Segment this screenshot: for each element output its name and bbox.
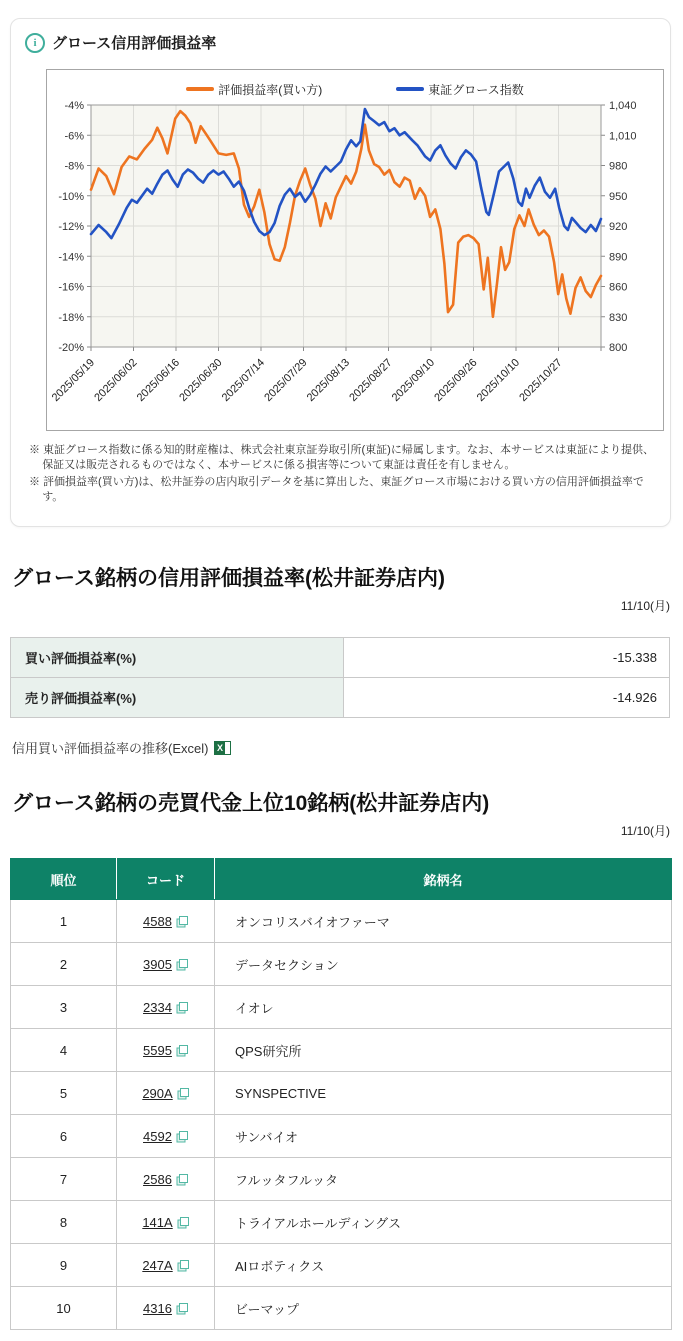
top10-column-header: 銘柄名: [215, 859, 672, 900]
rate-section-heading: グロース銘柄の信用評価損益率(松井証券店内): [12, 567, 445, 590]
top10-code-cell: [117, 900, 215, 943]
top10-code-cell: [117, 1287, 215, 1330]
chart-card-title-row: [25, 32, 216, 53]
top10-rank: 9: [11, 1244, 117, 1287]
svg-text:-10%: -10%: [58, 190, 84, 203]
legend-dash: [396, 87, 424, 91]
top10-table-body: [11, 900, 672, 1330]
copy-icon[interactable]: [176, 959, 188, 971]
chart-card-title: グロース信用評価損益率: [52, 35, 217, 52]
svg-text:2025/06/30: 2025/06/30: [177, 356, 225, 405]
rate-row-value: -15.338: [344, 638, 670, 678]
copy-icon[interactable]: [176, 1303, 188, 1315]
top10-column-header: コード: [117, 859, 215, 900]
copy-icon[interactable]: [176, 916, 188, 928]
top10-name: データセクション: [215, 943, 672, 986]
top10-rank: 7: [11, 1158, 117, 1201]
top10-section-heading: グロース銘柄の売買代金上位10銘柄(松井証券店内): [12, 792, 490, 815]
top10-name: サンバイオ: [215, 1115, 672, 1158]
copy-icon[interactable]: [176, 1045, 188, 1057]
svg-text:800: 800: [609, 342, 628, 354]
top10-row: [11, 986, 672, 1029]
legend-dash: [186, 87, 214, 91]
top10-row: [11, 900, 672, 943]
top10-table-head: [11, 859, 672, 900]
top10-code-cell: [117, 943, 215, 986]
stock-code-link[interactable]: 4592: [143, 1128, 172, 1144]
top10-rank: 1: [11, 900, 117, 943]
top10-table: [10, 858, 672, 1330]
top10-code-cell: [117, 1115, 215, 1158]
top10-row: [11, 1158, 672, 1201]
stock-code-link[interactable]: 141A: [142, 1214, 173, 1230]
top10-row: [11, 1244, 672, 1287]
svg-text:980: 980: [609, 160, 628, 173]
top10-name: オンコリスバイオファーマ: [215, 900, 672, 943]
svg-text:-12%: -12%: [58, 221, 84, 233]
rate-section-date: 11/10(月): [620, 599, 670, 613]
svg-text:-16%: -16%: [58, 281, 84, 294]
svg-text:-6%: -6%: [64, 130, 84, 143]
footnote: ※ 東証グロース指数に係る知的財産権は、株式会社東京証券取引所(東証)に帰属します。なお、本サービスは東証により提供、保証又は販売されるものではなく、本サービスに係る損害等について東証は責任を有しません。: [29, 444, 654, 472]
top10-name: フルッタフルッタ: [215, 1158, 672, 1201]
copy-icon[interactable]: [177, 1088, 189, 1100]
chart-footnotes: [29, 443, 659, 507]
svg-text:2025/10/27: 2025/10/27: [517, 356, 565, 405]
top10-rank: 5: [11, 1072, 117, 1115]
top10-row: [11, 1072, 672, 1115]
svg-text:2025/07/14: 2025/07/14: [219, 356, 268, 405]
top10-row: [11, 1201, 672, 1244]
svg-text:1,010: 1,010: [609, 130, 637, 143]
info-icon: i: [25, 33, 45, 53]
top10-code-cell: [117, 1158, 215, 1201]
svg-text:920: 920: [609, 221, 628, 233]
chart-legend: [47, 79, 663, 99]
rate-table-body: [11, 638, 670, 718]
svg-text:2025/05/19: 2025/05/19: [49, 356, 98, 405]
chart-svg: [47, 99, 663, 429]
stock-code-link[interactable]: 5595: [143, 1042, 172, 1058]
svg-text:2025/10/10: 2025/10/10: [474, 356, 523, 405]
svg-text:830: 830: [609, 311, 628, 324]
top10-code-cell: [117, 1244, 215, 1287]
svg-text:890: 890: [609, 251, 628, 264]
top10-name: SYNSPECTIVE: [215, 1072, 672, 1115]
copy-icon[interactable]: [176, 1131, 188, 1143]
copy-icon[interactable]: [176, 1174, 188, 1186]
stock-code-link[interactable]: 4588: [143, 913, 172, 929]
stock-code-link[interactable]: 2586: [143, 1171, 172, 1187]
top10-row: [11, 1287, 672, 1330]
stock-code-link[interactable]: 290A: [142, 1085, 173, 1101]
svg-text:2025/06/16: 2025/06/16: [134, 356, 183, 405]
top10-rank: 10: [11, 1287, 117, 1330]
top10-code-cell: [117, 986, 215, 1029]
svg-text:860: 860: [609, 281, 628, 294]
copy-icon[interactable]: [177, 1217, 189, 1229]
top10-code-cell: [117, 1201, 215, 1244]
top10-column-header: 順位: [11, 859, 117, 900]
excel-icon[interactable]: X: [214, 741, 231, 755]
top10-name: ビーマップ: [215, 1287, 672, 1330]
top10-code-cell: [117, 1072, 215, 1115]
top10-name: QPS研究所: [215, 1029, 672, 1072]
stock-code-link[interactable]: 3905: [143, 956, 172, 972]
top10-row: [11, 1029, 672, 1072]
stock-code-link[interactable]: 4316: [143, 1300, 172, 1316]
svg-text:2025/06/02: 2025/06/02: [92, 356, 140, 405]
excel-download-link[interactable]: 信用買い評価損益率の推移(Excel): [12, 741, 209, 756]
chart-box: [46, 69, 664, 431]
svg-text:-4%: -4%: [64, 100, 84, 112]
copy-icon[interactable]: [176, 1002, 188, 1014]
svg-text:2025/08/13: 2025/08/13: [304, 356, 353, 405]
top10-code-cell: [117, 1029, 215, 1072]
svg-text:2025/09/10: 2025/09/10: [389, 356, 438, 405]
svg-text:950: 950: [609, 190, 628, 203]
legend-label: 東証グロース指数: [428, 82, 524, 97]
legend-item: [186, 81, 322, 98]
svg-text:2025/08/27: 2025/08/27: [347, 356, 395, 405]
rate-row-label: 売り評価損益率(%): [11, 678, 344, 718]
top10-rank: 3: [11, 986, 117, 1029]
svg-text:2025/07/29: 2025/07/29: [262, 356, 310, 405]
top10-row: [11, 1115, 672, 1158]
rate-row: [11, 678, 670, 718]
stock-code-link[interactable]: 2334: [143, 999, 172, 1015]
excel-link-row: [12, 738, 231, 757]
stock-code-link[interactable]: 247A: [142, 1257, 173, 1273]
svg-text:-8%: -8%: [64, 160, 84, 173]
top10-name: イオレ: [215, 986, 672, 1029]
svg-text:-18%: -18%: [58, 311, 84, 324]
chart-card: [10, 18, 671, 527]
top10-rank: 6: [11, 1115, 117, 1158]
top10-row: [11, 943, 672, 986]
svg-text:1,040: 1,040: [609, 100, 637, 112]
rate-row-value: -14.926: [344, 678, 670, 718]
top10-name: トライアルホールディングス: [215, 1201, 672, 1244]
legend-label: 評価損益率(買い方): [218, 82, 323, 97]
rate-table: [10, 637, 670, 718]
top10-rank: 2: [11, 943, 117, 986]
svg-text:-20%: -20%: [58, 342, 84, 354]
svg-text:2025/09/26: 2025/09/26: [432, 356, 480, 405]
top10-header-row: [11, 859, 672, 900]
rate-row-label: 買い評価損益率(%): [11, 638, 344, 678]
svg-text:-14%: -14%: [58, 251, 84, 264]
legend-item: [396, 81, 523, 98]
top10-name: AIロボティクス: [215, 1244, 672, 1287]
footnote: ※ 評価損益率(買い方)は、松井証券の店内取引データを基に算出した、東証グロース市場における買い方の信用評価損益率です。: [29, 475, 644, 504]
top10-rank: 4: [11, 1029, 117, 1072]
rate-row: [11, 638, 670, 678]
top10-rank: 8: [11, 1201, 117, 1244]
top10-section-date: 11/10(月): [620, 824, 670, 838]
copy-icon[interactable]: [177, 1260, 189, 1272]
